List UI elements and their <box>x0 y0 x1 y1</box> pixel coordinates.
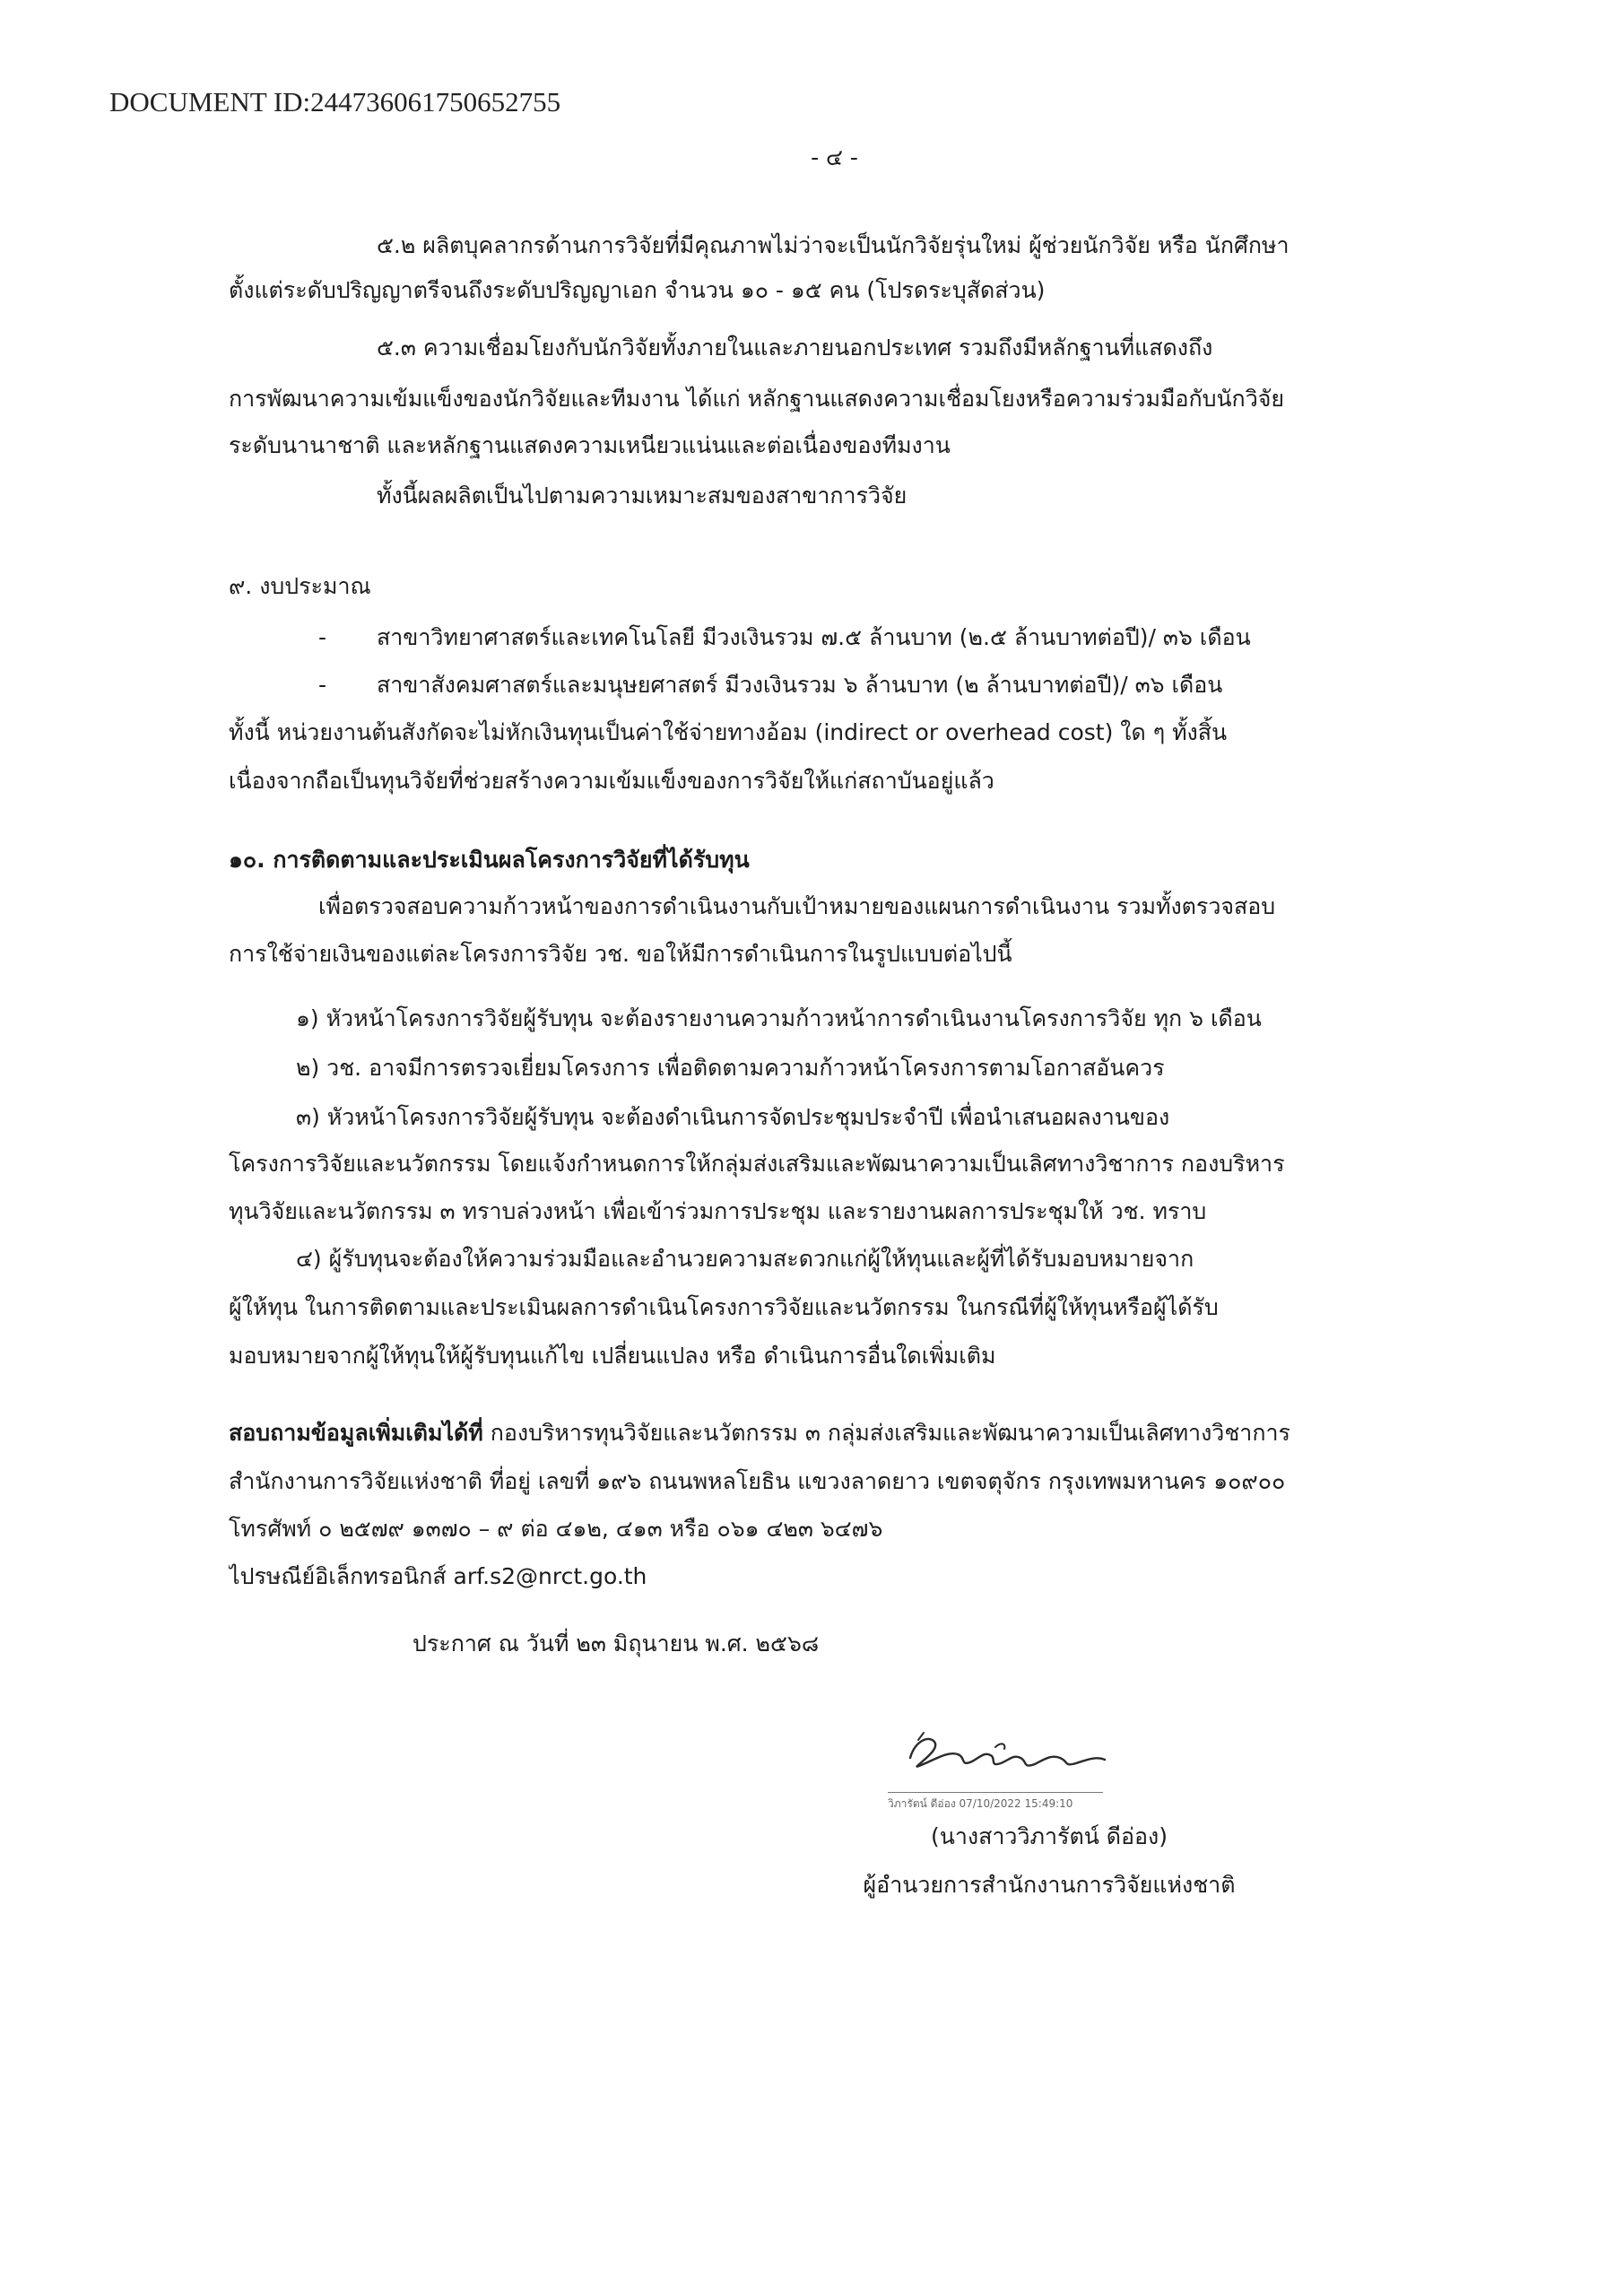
budget-heading: ๙. งบประมาณ <box>229 573 371 599</box>
budget-bullet-science <box>229 622 1538 654</box>
contact-office: กองบริหารทุนวิจัยและนวัตกรรม ๓ กลุ่มส่งเสริมและพัฒนาความเป็นเลิศทางวิชาการ <box>482 1420 1290 1446</box>
paragraph-line: ทุนวิจัยและนวัตกรรม ๓ ทราบล่วงหน้า เพื่อเข้าร่วมการประชุม และรายงานผลการประชุมให้ วช. ทราบ <box>229 1198 1207 1224</box>
paragraph-line: ระดับนานาชาติ และหลักฐานแสดงความเหนียวแน่นและต่อเนื่องของทีมงาน <box>229 432 951 458</box>
paragraph-line: ๕.๓ ความเชื่อมโยงกับนักวิจัยทั้งภายในและภายนอกประเทศ รวมถึงมีหลักฐานที่แสดงถึง <box>377 335 1213 361</box>
bullet-dash: - <box>318 672 327 698</box>
signature-digital-caption: วิภารัตน์ ดีอ่อง 07/10/2022 15:49:10 <box>888 1797 1073 1810</box>
paragraph-line: เพื่อตรวจสอบความก้าวหน้าของการดำเนินงานกับเป้าหมายของแผนการดำเนินงาน รวมทั้งตรวจสอบ <box>318 893 1276 919</box>
monitoring-item-3: ๓) หัวหน้าโครงการวิจัยผู้รับทุน จะต้องดำเนินการจัดประชุมประจำปี เพื่อนำเสนอผลงานของ <box>296 1104 1170 1130</box>
monitoring-item-1: ๑) หัวหน้าโครงการวิจัยผู้รับทุน จะต้องรายงานความก้าวหน้าการดำเนินงานโครงการวิจัย ทุก ๖ เดือน <box>296 1005 1262 1031</box>
budget-note: เนื่องจากถือเป็นทุนวิจัยที่ช่วยสร้างความเข้มแข็งของการวิจัยให้แก่สถาบันอยู่แล้ว <box>229 768 994 794</box>
paragraph-line: ทั้งนี้ผลผลิตเป็นไปตามความเหมาะสมของสาขาการวิจัย <box>377 483 908 509</box>
paragraph-line: มอบหมายจากผู้ให้ทุนให้ผู้รับทุนแก้ไข เปลี่ยนแปลง หรือ ดำเนินการอื่นใดเพิ่มเติม <box>229 1343 996 1369</box>
document-id: DOCUMENT ID:244736061750652755 <box>109 86 561 117</box>
paragraph-line: โครงการวิจัยและนวัตกรรม โดยแจ้งกำหนดการให้กลุ่มส่งเสริมและพัฒนาความเป็นเลิศทางวิชาการ กองบริหาร <box>229 1151 1285 1177</box>
contact-phone: โทรศัพท์ ๐ ๒๕๗๙ ๑๓๗๐ – ๙ ต่อ ๔๑๒, ๔๑๓ หรือ ๐๖๑ ๔๒๓ ๖๔๗๖ <box>229 1516 883 1542</box>
signer-name: (นางสาววิภารัตน์ ดีอ่อง) <box>931 1823 1168 1849</box>
monitoring-item-4: ๔) ผู้รับทุนจะต้องให้ความร่วมมือและอำนวยความสะดวกแก่ผู้ให้ทุนและผู้ที่ได้รับมอบหมายจาก <box>296 1246 1194 1272</box>
bullet-text: สาขาวิทยาศาสตร์และเทคโนโลยี มีวงเงินรวม ๗.๕ ล้านบาท (๒.๕ ล้านบาทต่อปี)/ ๓๖ เดือน <box>377 624 1251 650</box>
budget-bullet-social <box>229 669 1538 701</box>
signature-line <box>888 1792 1103 1793</box>
paragraph-line: ตั้งแต่ระดับปริญญาตรีจนถึงระดับปริญญาเอก จำนวน ๑๐ - ๑๕ คน (โปรดระบุสัดส่วน) <box>229 277 1046 303</box>
paragraph-line: การพัฒนาความเข้มแข็งของนักวิจัยและทีมงาน ได้แก่ หลักฐานแสดงความเชื่อมโยงหรือความร่วมมือกับนักวิจัย <box>229 386 1285 412</box>
contact-label: สอบถามข้อมูลเพิ่มเติมได้ที่ <box>229 1420 483 1446</box>
bullet-dash: - <box>318 624 327 650</box>
contact-line <box>229 1417 1448 1449</box>
signature-image <box>861 1715 1157 1787</box>
monitoring-heading: ๑๐. การติดตามและประเมินผลโครงการวิจัยที่ได้รับทุน <box>229 847 750 873</box>
page-number: - ๔ - <box>811 144 858 170</box>
paragraph-line: ๕.๒ ผลิตบุคลากรด้านการวิจัยที่มีคุณภาพไม่ว่าจะเป็นนักวิจัยรุ่นใหม่ ผู้ช่วยนักวิจัย หรือ นักศึกษา <box>377 232 1290 258</box>
bullet-text: สาขาสังคมศาสตร์และมนุษยศาสตร์ มีวงเงินรวม ๖ ล้านบาท (๒ ล้านบาทต่อปี)/ ๓๖ เดือน <box>377 672 1223 698</box>
signer-title: ผู้อำนวยการสำนักงานการวิจัยแห่งชาติ <box>863 1872 1236 1898</box>
monitoring-item-2: ๒) วช. อาจมีการตรวจเยี่ยมโครงการ เพื่อติดตามความก้าวหน้าโครงการตามโอกาสอันควร <box>296 1055 1165 1081</box>
paragraph-line: ผู้ให้ทุน ในการติดตามและประเมินผลการดำเนินโครงการวิจัยและนวัตกรรม ในกรณีที่ผู้ให้ทุนหรือผู้ได้รับ <box>229 1294 1219 1320</box>
contact-address: สำนักงานการวิจัยแห่งชาติ ที่อยู่ เลขที่ ๑๙๖ ถนนพหลโยธิน แขวงลาดยาว เขตจตุจักร กรุงเทพมหานคร ๑๐๙๐๐ <box>229 1468 1286 1494</box>
paragraph-line: การใช้จ่ายเงินของแต่ละโครงการวิจัย วช. ขอให้มีการดำเนินการในรูปแบบต่อไปนี้ <box>229 941 1012 967</box>
budget-note: ทั้งนี้ หน่วยงานต้นสังกัดจะไม่หักเงินทุนเป็นค่าใช้จ่ายทางอ้อม (indirect or overhead cost) ใด ๆ ทั้งสิ้น <box>229 719 1228 745</box>
contact-email: ไปรษณีย์อิเล็กทรอนิกส์ arf.s2@nrct.go.th <box>229 1563 647 1589</box>
announce-date: ประกาศ ณ วันที่ ๒๓ มิถุนายน พ.ศ. ๒๕๖๘ <box>413 1631 820 1657</box>
